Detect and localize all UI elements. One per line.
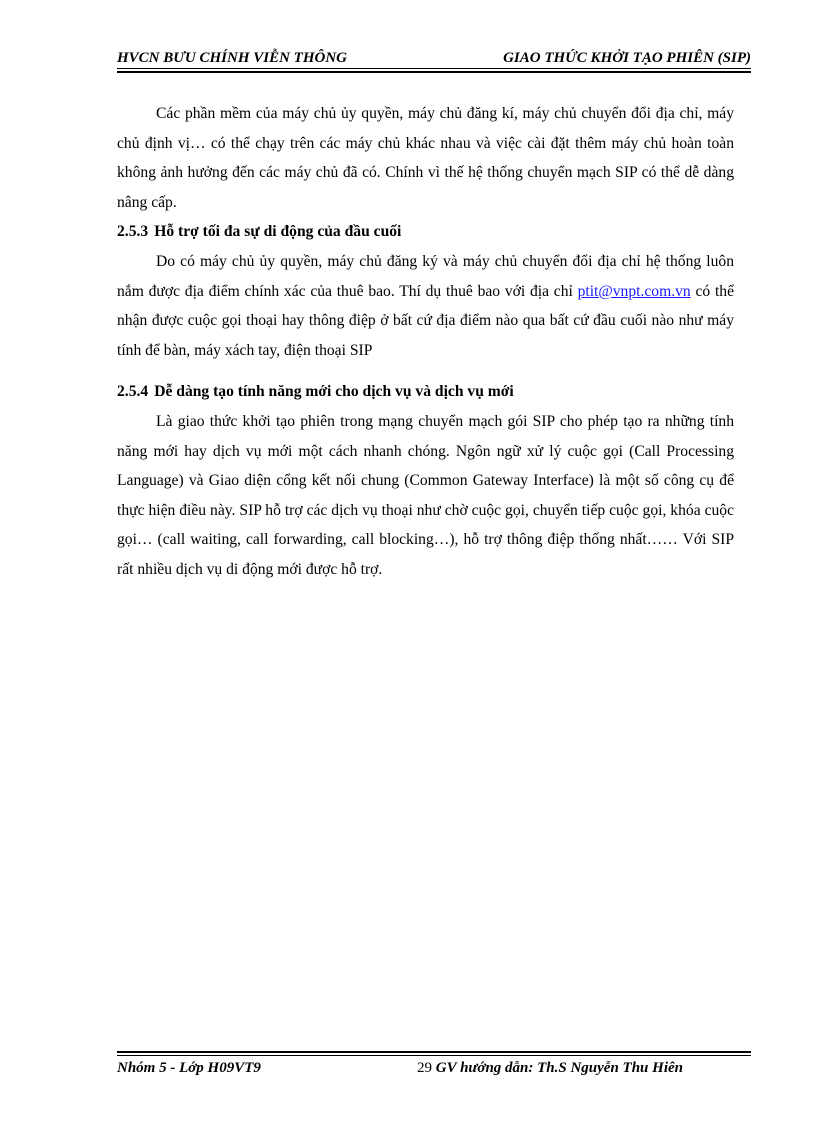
header-rule-thin [117, 68, 751, 69]
paragraph-text: có thể nhận được cuộc gọi thoại hay thông điệp ở bất cứ địa điểm nào qua bất cứ đầu cuối nào như máy tính để bàn, máy xách tay, điện thoại SIP [117, 282, 734, 359]
footer-advisor: GV hướng dẫn: Th.S Nguyễn Thu Hiên [435, 1060, 683, 1076]
document-body [117, 99, 734, 585]
footer-rule-thick [117, 1051, 751, 1053]
section-heading-2-5-3 [117, 217, 734, 247]
email-link[interactable]: ptit@vnpt.com.vn [577, 282, 691, 300]
intro-paragraph: Các phần mềm của máy chủ ủy quyền, máy chủ đăng kí, máy chủ chuyển đổi địa chỉ, máy chủ định vị… có thể chạy trên các máy chủ khác nhau và việc cài đặt thêm máy chủ hoàn toàn không ảnh hưởng đến các máy chủ đã có. Chính vì thế hệ thống chuyển mạch SIP có thể dễ dàng nâng cấp. [117, 105, 734, 211]
page-number: 29 [417, 1060, 432, 1076]
page-footer [117, 1058, 751, 1078]
page-header [117, 48, 751, 68]
footer-advisor-block [417, 1058, 683, 1078]
header-rule-thick [117, 71, 751, 73]
header-left-title: HVCN BƯU CHÍNH VIỄN THÔNG [117, 50, 347, 66]
section-2-5-3-paragraph [117, 247, 734, 365]
section-title: Dễ dàng tạo tính năng mới cho dịch vụ và dịch vụ mới [154, 383, 514, 401]
footer-rule-thin [117, 1055, 751, 1056]
section-heading-2-5-4 [117, 377, 734, 407]
paragraph-text: Do có máy chủ ủy quyền, máy chủ đăng ký và máy chủ chuyển đổi địa chỉ hệ thống luôn nắm được địa điểm chính xác của thuê bao. Thí dụ thuê bao với địa chỉ [117, 252, 734, 300]
header-right-title: GIAO THỨC KHỞI TẠO PHIÊN (SIP) [503, 50, 751, 66]
section-number: 2.5.3 [117, 223, 149, 241]
spacer [117, 365, 734, 377]
section-2-5-4-paragraph: Là giao thức khởi tạo phiên trong mạng chuyển mạch gói SIP cho phép tạo ra những tính năng mới hay dịch vụ mới một cách nhanh chóng. Ngôn ngữ xử lý cuộc gọi (Call Processing Language) và Giao diện cổng kết nối chung (Common Gateway Interface) là một số công cụ để thực hiện điều này. SIP hỗ trợ các dịch vụ thoại như chờ cuộc gọi, chuyển tiếp cuộc gọi, khóa cuộc gọi… (call waiting, call forwarding, call blocking…), hỗ trợ thông điệp thống nhất…… Với SIP rất nhiều dịch vụ di động mới được hỗ trợ. [117, 412, 734, 578]
section-title: Hỗ trợ tối đa sự di động của đầu cuối [154, 223, 402, 241]
footer-group-class: Nhóm 5 - Lớp H09VT9 [117, 1060, 261, 1076]
section-number: 2.5.4 [117, 383, 149, 401]
